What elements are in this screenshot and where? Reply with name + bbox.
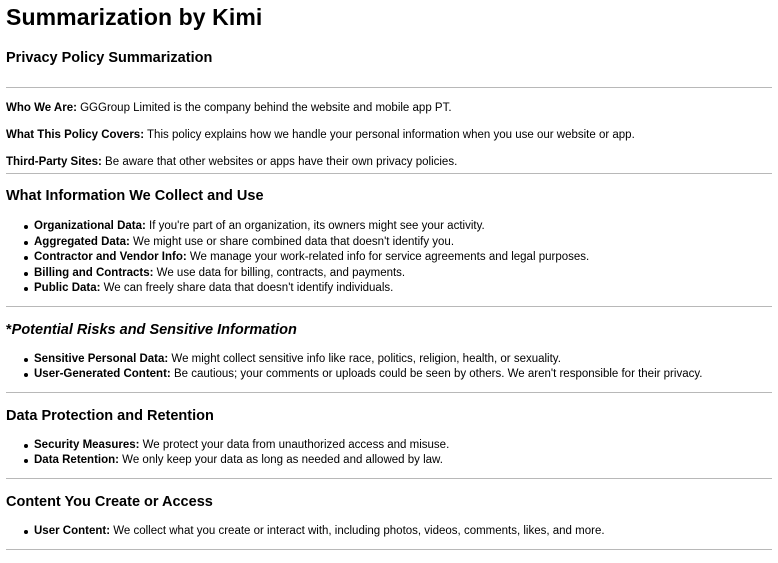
section-list [6, 524, 772, 540]
item-label: User Content: [34, 524, 111, 537]
item-label: Billing and Contracts: [34, 266, 154, 279]
section-collect-use [6, 174, 772, 297]
intro-label: Third-Party Sites: [6, 156, 102, 168]
heading-asterisk: * [6, 321, 12, 338]
section-list [6, 219, 772, 297]
item-label: Aggregated Data: [34, 235, 130, 248]
section-list [6, 352, 772, 383]
item-label: Organizational Data: [34, 220, 146, 232]
list-item [34, 367, 772, 383]
section-heading [6, 407, 772, 425]
item-label: Sensitive Personal Data: [34, 352, 169, 365]
intro-block [6, 88, 772, 169]
list-item [34, 438, 772, 454]
item-text: We might collect sensitive info like race, politics, religion, health, or sexuality. [168, 352, 561, 365]
item-label: Public Data: [34, 282, 101, 294]
item-text: We collect what you create or interact with, including photos, videos, comments, likes, and more. [110, 524, 605, 537]
page-subtitle: Privacy Policy Summarization [6, 50, 213, 66]
item-text: Be cautious; your comments or uploads could be seen by others. We aren't responsible for their privacy. [170, 368, 703, 380]
list-item [34, 352, 772, 368]
section-content [6, 479, 772, 540]
intro-label: Who We Are: [6, 102, 77, 114]
section-heading-text: Data Protection and Retention [6, 407, 214, 424]
item-text: We can freely share data that doesn't identify individuals. [100, 282, 394, 294]
item-text: We only keep your data as long as needed and allowed by law. [118, 454, 443, 466]
section-heading-text: Potential Risks and Sensitive Information [11, 321, 297, 338]
section-heading [6, 493, 772, 511]
intro-policy-covers [6, 128, 772, 142]
list-item [34, 266, 772, 282]
section-heading-text: Content You Create or Access [6, 493, 213, 510]
item-label: Security Measures: [34, 438, 140, 451]
divider [6, 549, 772, 550]
list-item [34, 281, 772, 297]
section-heading [6, 187, 772, 205]
item-text: We manage your work-related info for service agreements and legal purposes. [186, 251, 590, 263]
item-label: Data Retention: [34, 454, 119, 466]
section-risks [6, 307, 772, 383]
item-text: If you're part of an organization, its owners might see your activity. [145, 220, 485, 232]
list-item [34, 453, 772, 469]
section-list [6, 438, 772, 469]
list-item [34, 250, 772, 266]
list-item [34, 235, 772, 251]
intro-text: This policy explains how we handle your personal information when you use our website or app. [144, 129, 635, 141]
item-text: We might use or share combined data that doesn't identify you. [129, 235, 455, 248]
item-label: Contractor and Vendor Info: [34, 251, 187, 263]
section-heading-text: What Information We Collect and Use [6, 188, 264, 204]
intro-text: Be aware that other websites or apps have their own privacy policies. [101, 156, 458, 168]
list-item [34, 219, 772, 235]
list-item [34, 524, 772, 540]
item-text: We protect your data from unauthorized access and misuse. [139, 438, 450, 451]
item-label: User-Generated Content: [34, 368, 171, 380]
intro-third-party [6, 155, 772, 169]
intro-label: What This Policy Covers: [6, 129, 145, 141]
section-protection [6, 393, 772, 469]
item-text: We use data for billing, contracts, and payments. [153, 266, 406, 279]
intro-text: GGGroup Limited is the company behind the website and mobile app PT. [76, 102, 452, 114]
section-heading [6, 321, 772, 339]
page-title: Summarization by Kimi [6, 4, 263, 30]
intro-who-we-are [6, 101, 772, 115]
